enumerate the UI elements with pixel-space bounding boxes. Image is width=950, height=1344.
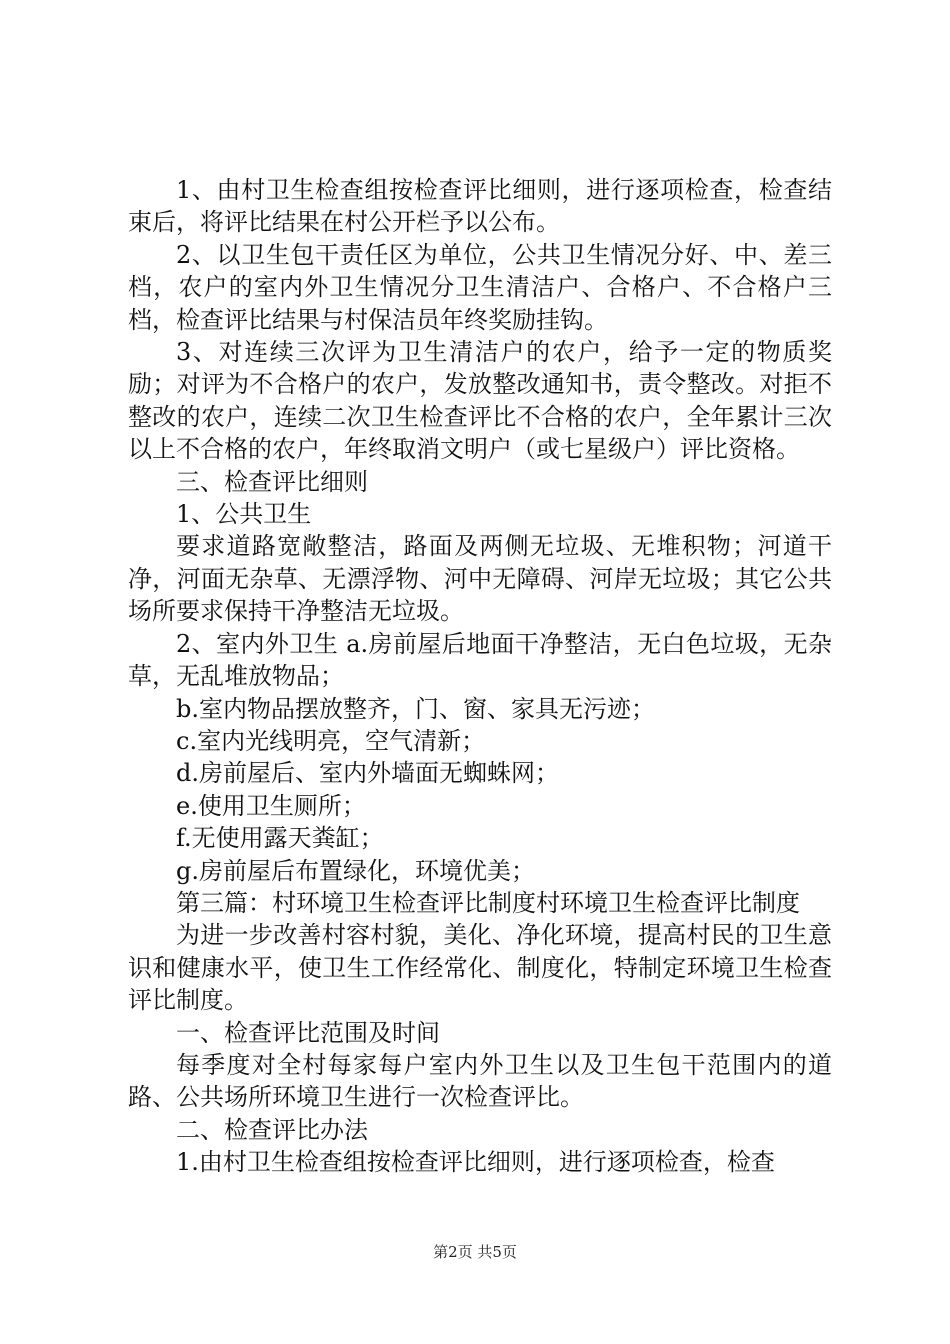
list-item-d: d.房前屋后、室内外墙面无蜘蛛网； (176, 759, 559, 788)
paragraph-intro: 为进一步改善村容村貌，美化、净化环境，提高村民的卫生意识和健康水平，使卫生工作经常化、制度化，特制定环境卫生检查评比制度。 (128, 921, 832, 1015)
subheading-public-hygiene: 1、公共卫生 (176, 500, 312, 529)
document-body (128, 174, 832, 1179)
paragraph-scope: 每季度对全村每家每户室内外卫生以及卫生包干范围内的道路、公共场所环境卫生进行一次检查评比。 (128, 1050, 832, 1112)
paragraph-2: 2、以卫生包干责任区为单位，公共卫生情况分好、中、差三档，农户的室内外卫生情况分卫生清洁户、合格户、不合格户三档，检查评比结果与村保洁员年终奖励挂钩。 (128, 240, 832, 334)
list-item-e: e.使用卫生厕所； (176, 791, 366, 820)
list-item-g: g.房前屋后布置绿化，环境优美； (176, 856, 535, 885)
list-item-f: f.无使用露天粪缸； (176, 824, 384, 853)
paragraph-method-1: 1.由村卫生检查组按检查评比细则，进行逐项检查，检查 (176, 1148, 775, 1177)
paragraph-public-hygiene: 要求道路宽敞整洁，路面及两侧无垃圾、无堆积物；河道干净，河面无杂草、无漂浮物、河中无障碍、河岸无垃圾；其它公共场所要求保持干净整洁无垃圾。 (128, 532, 832, 626)
section-heading-3: 三、检查评比细则 (176, 467, 368, 496)
list-item-b: b.室内物品摆放整齐，门、窗、家具无污迹； (176, 694, 655, 723)
paragraph-indoor-outdoor: 2、室内外卫生 a.房前屋后地面干净整洁，无白色垃圾，无杂草，无乱堆放物品； (128, 629, 832, 691)
list-item-c: c.室内光线明亮，空气清新； (176, 726, 486, 755)
chapter-title-3: 第三篇：村环境卫生检查评比制度村环境卫生检查评比制度 (176, 888, 800, 917)
page-number-footer: 第2页 共5页 (433, 1243, 517, 1261)
paragraph-1: 1、由村卫生检查组按检查评比细则，进行逐项检查，检查结束后，将评比结果在村公开栏予以公布。 (128, 176, 832, 237)
section-heading-2: 二、检查评比办法 (176, 1115, 368, 1144)
paragraph-3: 3、对连续三次评为卫生清洁户的农户，给予一定的物质奖励；对评为不合格户的农户，发放整改通知书，责令整改。对拒不整改的农户，连续二次卫生检查评比不合格的农户，全年累计三次以上不合格的农户，年终取消文明户（或七星级户）评比资格。 (128, 338, 832, 464)
section-heading-1: 一、检查评比范围及时间 (176, 1018, 440, 1047)
